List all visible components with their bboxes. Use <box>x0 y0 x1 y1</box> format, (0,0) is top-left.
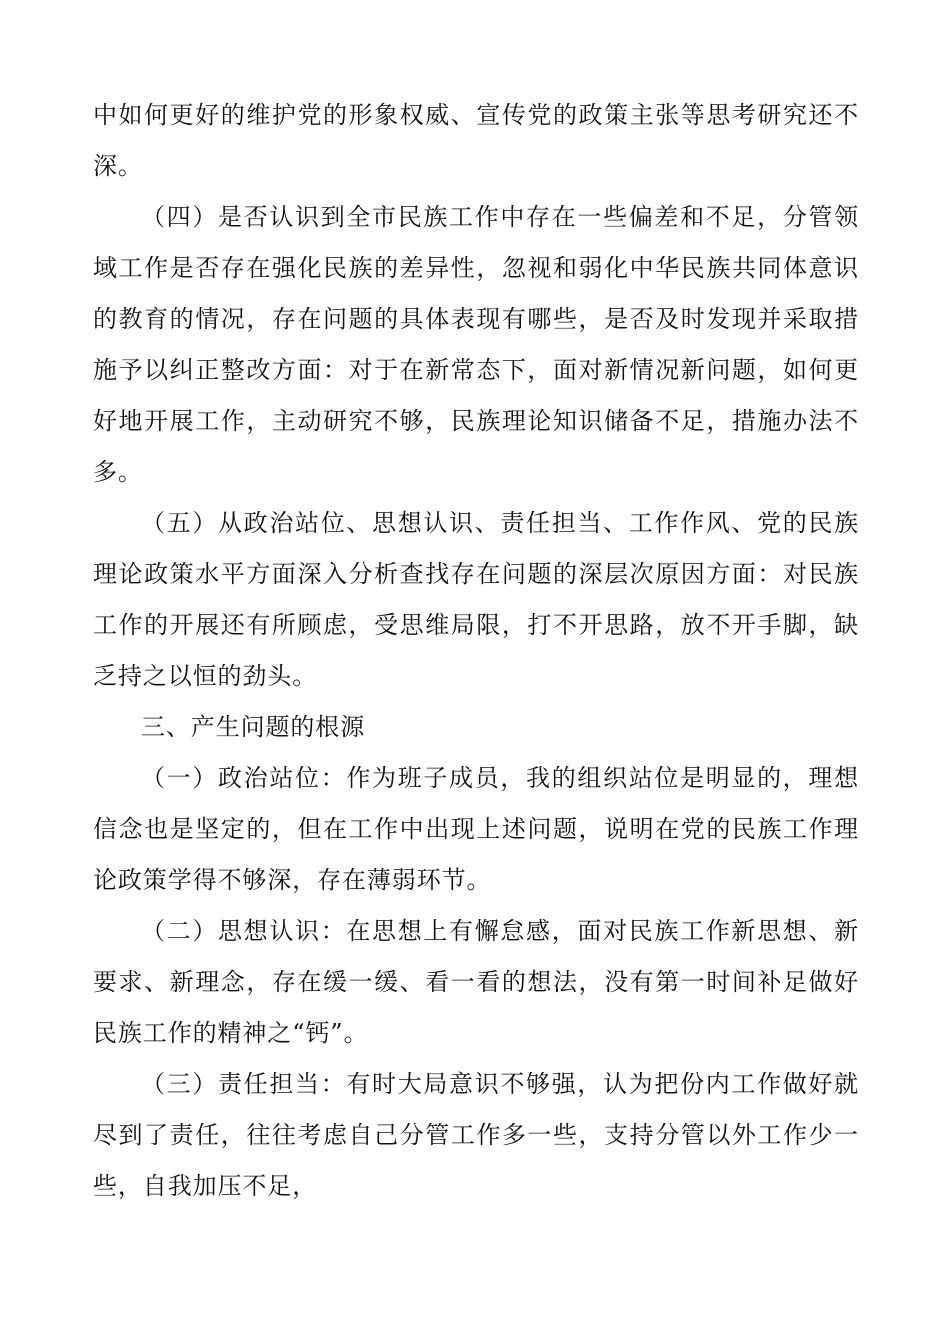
paragraph-continuation: 中如何更好的维护党的形象权威、宣传党的政策主张等思考研究还不深。 <box>93 101 859 180</box>
paragraph-political-stance: （一）政治站位：作为班子成员，我的组织站位是明显的，理想信念也是坚定的，但在工作中出现上述问题，说明在党的民族工作理论政策学得不够深，存在薄弱环节。 <box>93 764 859 894</box>
section-heading-3: 三、产生问题的根源 <box>141 713 366 741</box>
paragraph-responsibility: （三）责任担当：有时大局意识不够强，认为把份内工作做好就尽到了责任，往往考虑自己分管工作多一些，支持分管以外工作少一些，自我加压不足， <box>93 1070 859 1200</box>
document-body <box>93 90 859 1212</box>
paragraph-item-4: （四）是否认识到全市民族工作中存在一些偏差和不足，分管领域工作是否存在强化民族的差异性，忽视和弱化中华民族共同体意识的教育的情况，存在问题的具体表现有哪些，是否及时发现并采取措施予以纠正整改方面：对于在新常态下，面对新情况新问题，如何更好地开展工作，主动研究不够，民族理论知识储备不足，措施办法不多。 <box>93 203 859 486</box>
paragraph-item-5: （五）从政治站位、思想认识、责任担当、工作作风、党的民族理论政策水平方面深入分析查找存在问题的深层次原因方面：对民族工作的开展还有所顾虑，受思维局限，打不开思路，放不开手脚，缺乏持之以恒的劲头。 <box>93 509 859 690</box>
paragraph-ideological-awareness: （二）思想认识：在思想上有懈怠感，面对民族工作新思想、新要求、新理念，存在缓一缓、看一看的想法，没有第一时间补足做好民族工作的精神之“钙”。 <box>93 917 859 1047</box>
